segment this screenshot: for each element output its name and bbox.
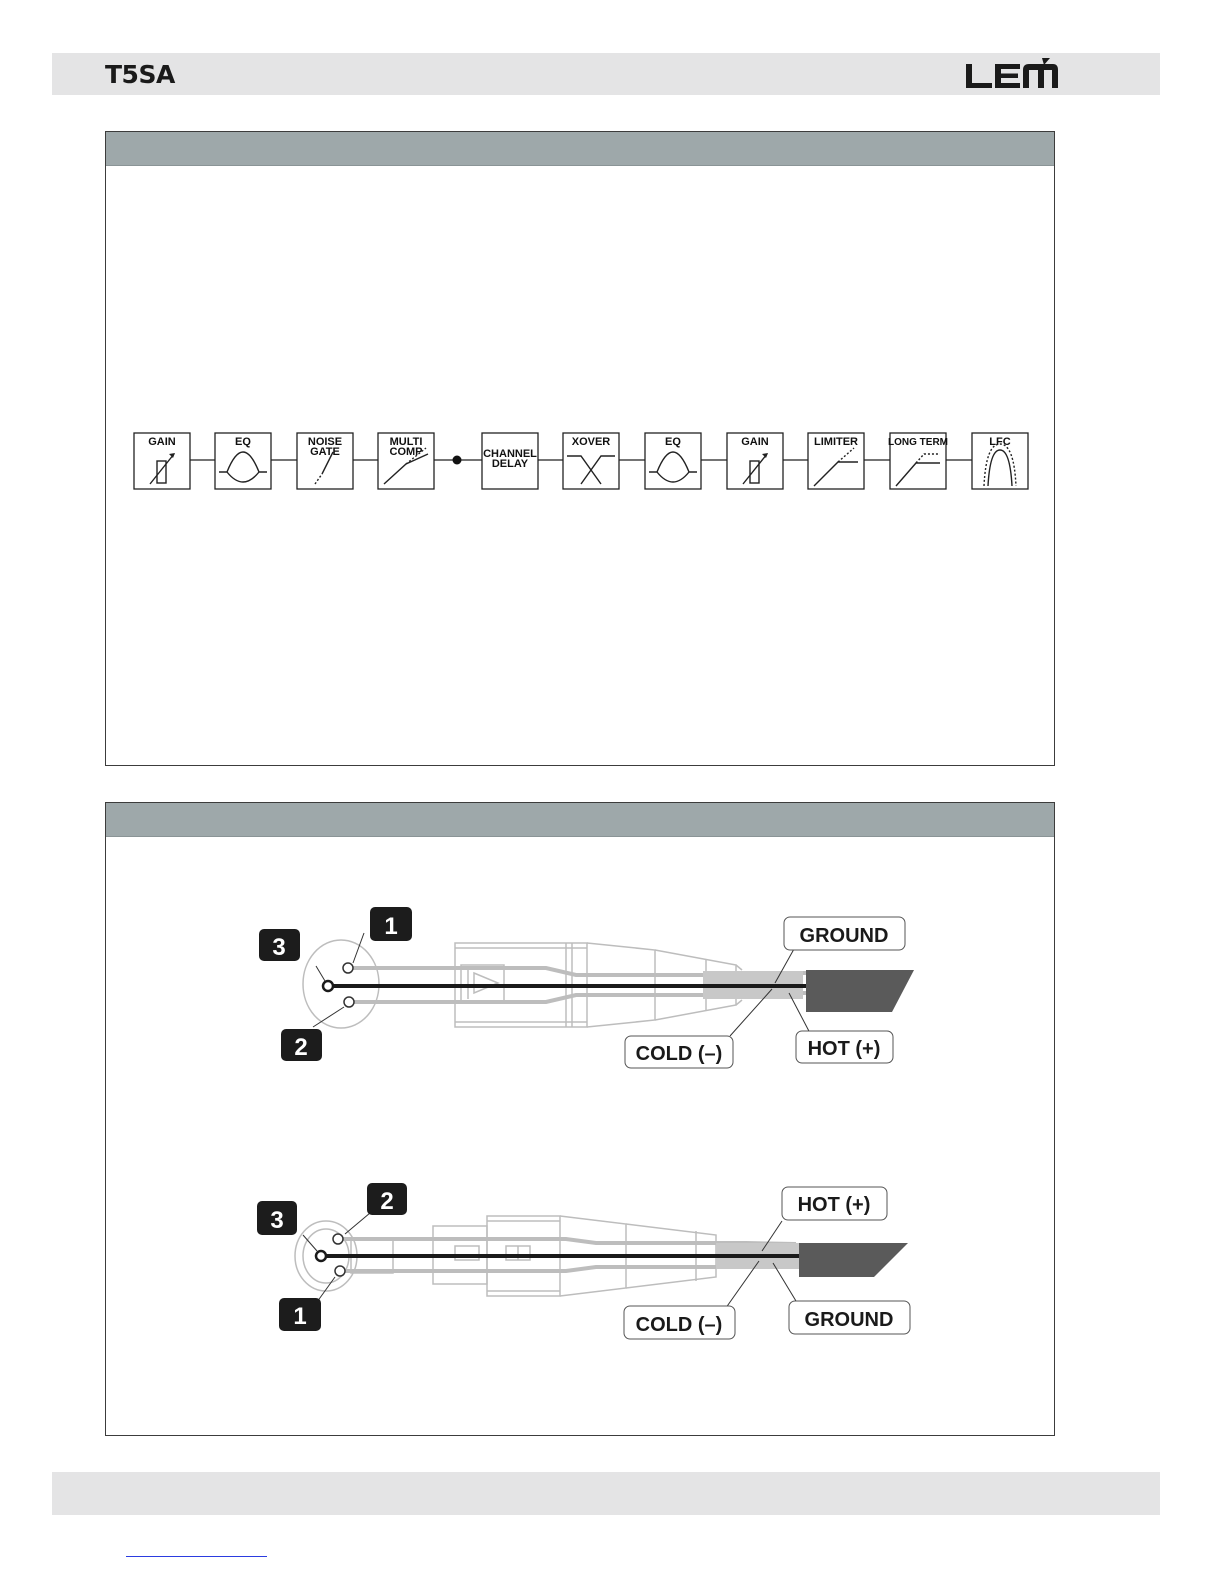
chain-block-gain [727, 433, 783, 489]
page-footer [52, 1472, 1160, 1515]
male-cold-label [625, 1036, 733, 1068]
male-pin-1-badge [370, 907, 412, 941]
svg-text:HOT (+): HOT (+) [807, 1038, 881, 1060]
male-ground-label [784, 917, 905, 950]
female-ground-label [789, 1301, 910, 1334]
chain-block-noise-gate [297, 433, 353, 489]
chain-block-label: CHANNEL [483, 448, 537, 460]
xlr-female-connector [257, 1183, 910, 1339]
svg-text:GROUND: GROUND [804, 1309, 894, 1331]
model-title: T5SA [105, 60, 175, 89]
chain-block-label: XOVER [571, 436, 611, 448]
svg-text:2: 2 [380, 1188, 394, 1215]
male-pin-2-badge [281, 1029, 322, 1061]
female-cold-label [624, 1306, 735, 1339]
chain-block-label: LIMITER [814, 436, 858, 448]
svg-text:COLD (–): COLD (–) [635, 1314, 723, 1336]
chain-block-label: MULTI [389, 436, 423, 448]
chain-block-label: EQ [235, 436, 251, 448]
chain-block-label: LONG TERM [888, 437, 948, 448]
chain-block-gain [134, 433, 190, 489]
svg-text:COLD (–): COLD (–) [635, 1043, 723, 1065]
chain-block-eq [645, 433, 701, 489]
female-pin-1-badge [279, 1298, 321, 1331]
female-pin-3-badge [257, 1201, 297, 1235]
svg-text:1: 1 [384, 913, 398, 940]
chain-block-long-term [888, 433, 948, 489]
svg-text:1: 1 [293, 1303, 307, 1330]
footer-link-underline[interactable] [126, 1556, 267, 1557]
xlr-male-connector [259, 907, 914, 1068]
chain-block-limiter [808, 433, 864, 489]
male-hot-label [796, 1031, 893, 1063]
chain-block-label: COMP [389, 446, 423, 458]
svg-text:GROUND: GROUND [799, 925, 889, 947]
dsp-panel [105, 131, 1055, 766]
chain-block-xover [563, 433, 619, 489]
signal-chain-diagram [106, 132, 1054, 765]
female-pin-2-badge [367, 1183, 407, 1215]
brand-logo [964, 56, 1060, 92]
chain-block-label: GATE [310, 446, 340, 458]
xlr-wiring-diagram [106, 803, 1054, 1435]
svg-text:HOT (+): HOT (+) [797, 1194, 871, 1216]
chain-block-lfc [972, 433, 1028, 489]
chain-block-label: EQ [665, 436, 681, 448]
svg-text:3: 3 [270, 1207, 284, 1234]
male-pin-3-badge [259, 929, 300, 961]
page-header [52, 53, 1160, 95]
female-hot-label [782, 1187, 887, 1220]
connector-panel [105, 802, 1055, 1436]
chain-junction-dot [453, 456, 462, 465]
chain-block-eq [215, 433, 271, 489]
chain-block-label: LFC [989, 436, 1011, 448]
chain-block-label: GAIN [741, 436, 769, 448]
chain-block-label: NOISE [307, 436, 343, 448]
svg-text:2: 2 [294, 1034, 308, 1061]
chain-block-label: GAIN [148, 436, 176, 448]
chain-block-channel-delay [482, 433, 538, 489]
chain-block-label: DELAY [491, 458, 529, 470]
chain-block-multi-comp [378, 433, 434, 489]
svg-text:3: 3 [272, 934, 286, 961]
